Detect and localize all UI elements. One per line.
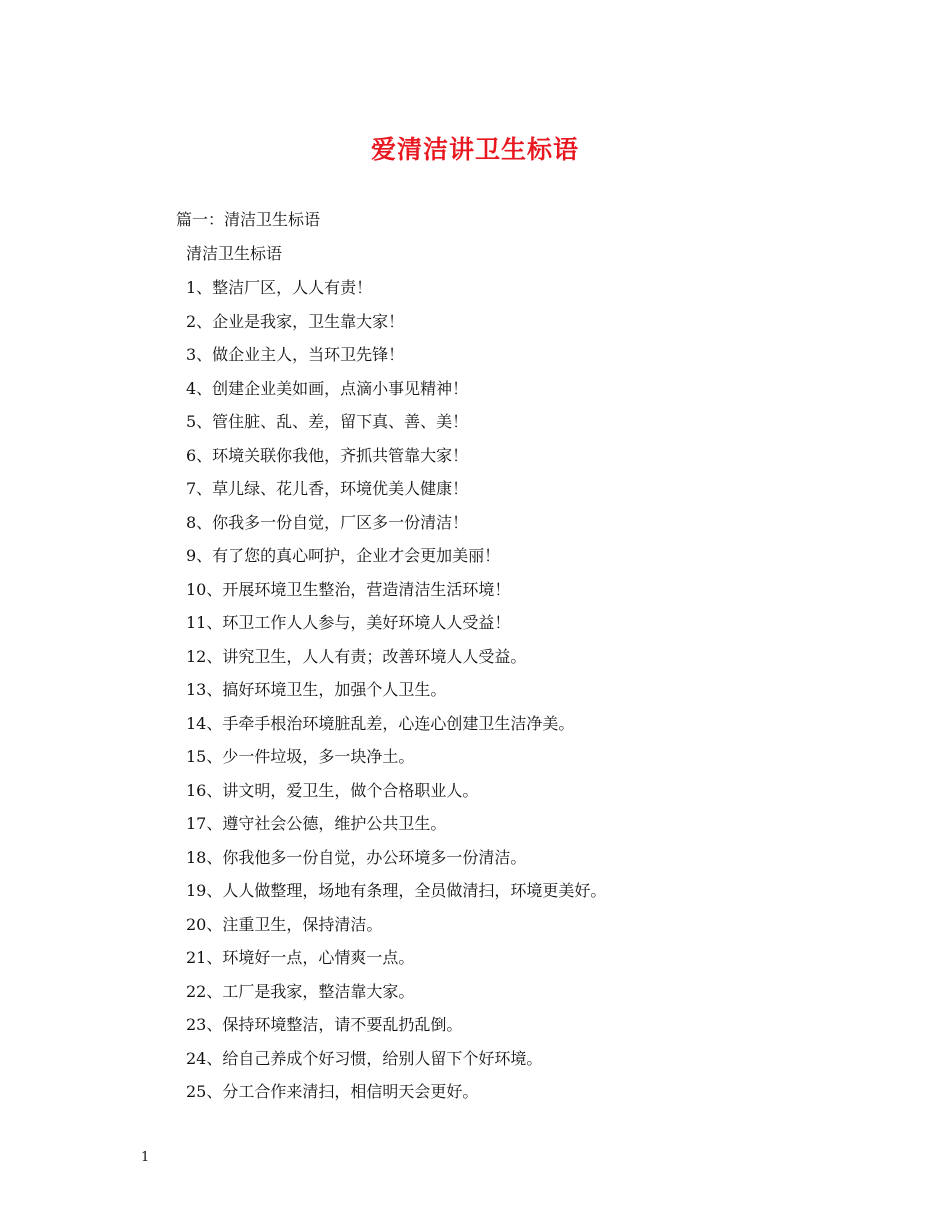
section-heading: 篇一：清洁卫生标语 xyxy=(176,210,321,229)
list-item: 10、开展环境卫生整治，营造清洁生活环境！ xyxy=(186,579,511,599)
sub-heading: 清洁卫生标语 xyxy=(186,244,283,263)
list-item: 1、整洁厂区，人人有责！ xyxy=(186,278,373,297)
list-item: 19、人人做整理，场地有条理，全员做清扫，环境更美好。 xyxy=(186,881,607,900)
list-item: 2、企业是我家，卫生靠大家！ xyxy=(186,311,405,331)
list-item: 15、少一件垃圾，多一块净土。 xyxy=(186,747,415,766)
list-item: 13、搞好环境卫生，加强个人卫生。 xyxy=(186,680,447,699)
list-item: 9、有了您的真心呵护，企业才会更加美丽！ xyxy=(186,546,501,565)
list-item: 11、环卫工作人人参与，美好环境人人受益！ xyxy=(186,613,511,632)
list-item: 21、环境好一点，心情爽一点。 xyxy=(186,948,415,967)
list-item: 4、创建企业美如画，点滴小事见精神！ xyxy=(186,378,469,398)
list-item: 18、你我他多一份自觉，办公环境多一份清洁。 xyxy=(186,847,527,867)
list-item: 6、环境关联你我他，齐抓共管靠大家！ xyxy=(186,445,469,465)
list-item: 24、给自己养成个好习惯，给别人留下个好环境。 xyxy=(186,1048,543,1068)
list-item: 14、手牵手根治环境脏乱差，心连心创建卫生洁净美。 xyxy=(186,713,575,733)
list-item: 12、讲究卫生，人人有责；改善环境人人受益。 xyxy=(186,646,527,666)
list-item: 17、遵守社会公德，维护公共卫生。 xyxy=(186,814,447,833)
page-number: 1 xyxy=(141,1150,150,1165)
list-item: 25、分工合作来清扫，相信明天会更好。 xyxy=(186,1082,479,1101)
slogan-list xyxy=(186,276,606,1114)
list-item: 5、管住脏、乱、差，留下真、善、美！ xyxy=(186,412,469,431)
list-item: 8、你我多一份自觉，厂区多一份清洁！ xyxy=(186,512,469,532)
list-item: 20、注重卫生，保持清洁。 xyxy=(186,914,383,934)
document-title: 爱清洁讲卫生标语 xyxy=(370,135,579,164)
list-item: 22、工厂是我家，整洁靠大家。 xyxy=(186,981,415,1001)
list-item: 23、保持环境整洁，请不要乱扔乱倒。 xyxy=(186,1015,463,1034)
list-item: 7、草儿绿、花儿香，环境优美人健康！ xyxy=(186,479,469,498)
list-item: 16、讲文明，爱卫生，做个合格职业人。 xyxy=(186,780,479,800)
list-item: 3、做企业主人，当环卫先锋！ xyxy=(186,345,405,364)
